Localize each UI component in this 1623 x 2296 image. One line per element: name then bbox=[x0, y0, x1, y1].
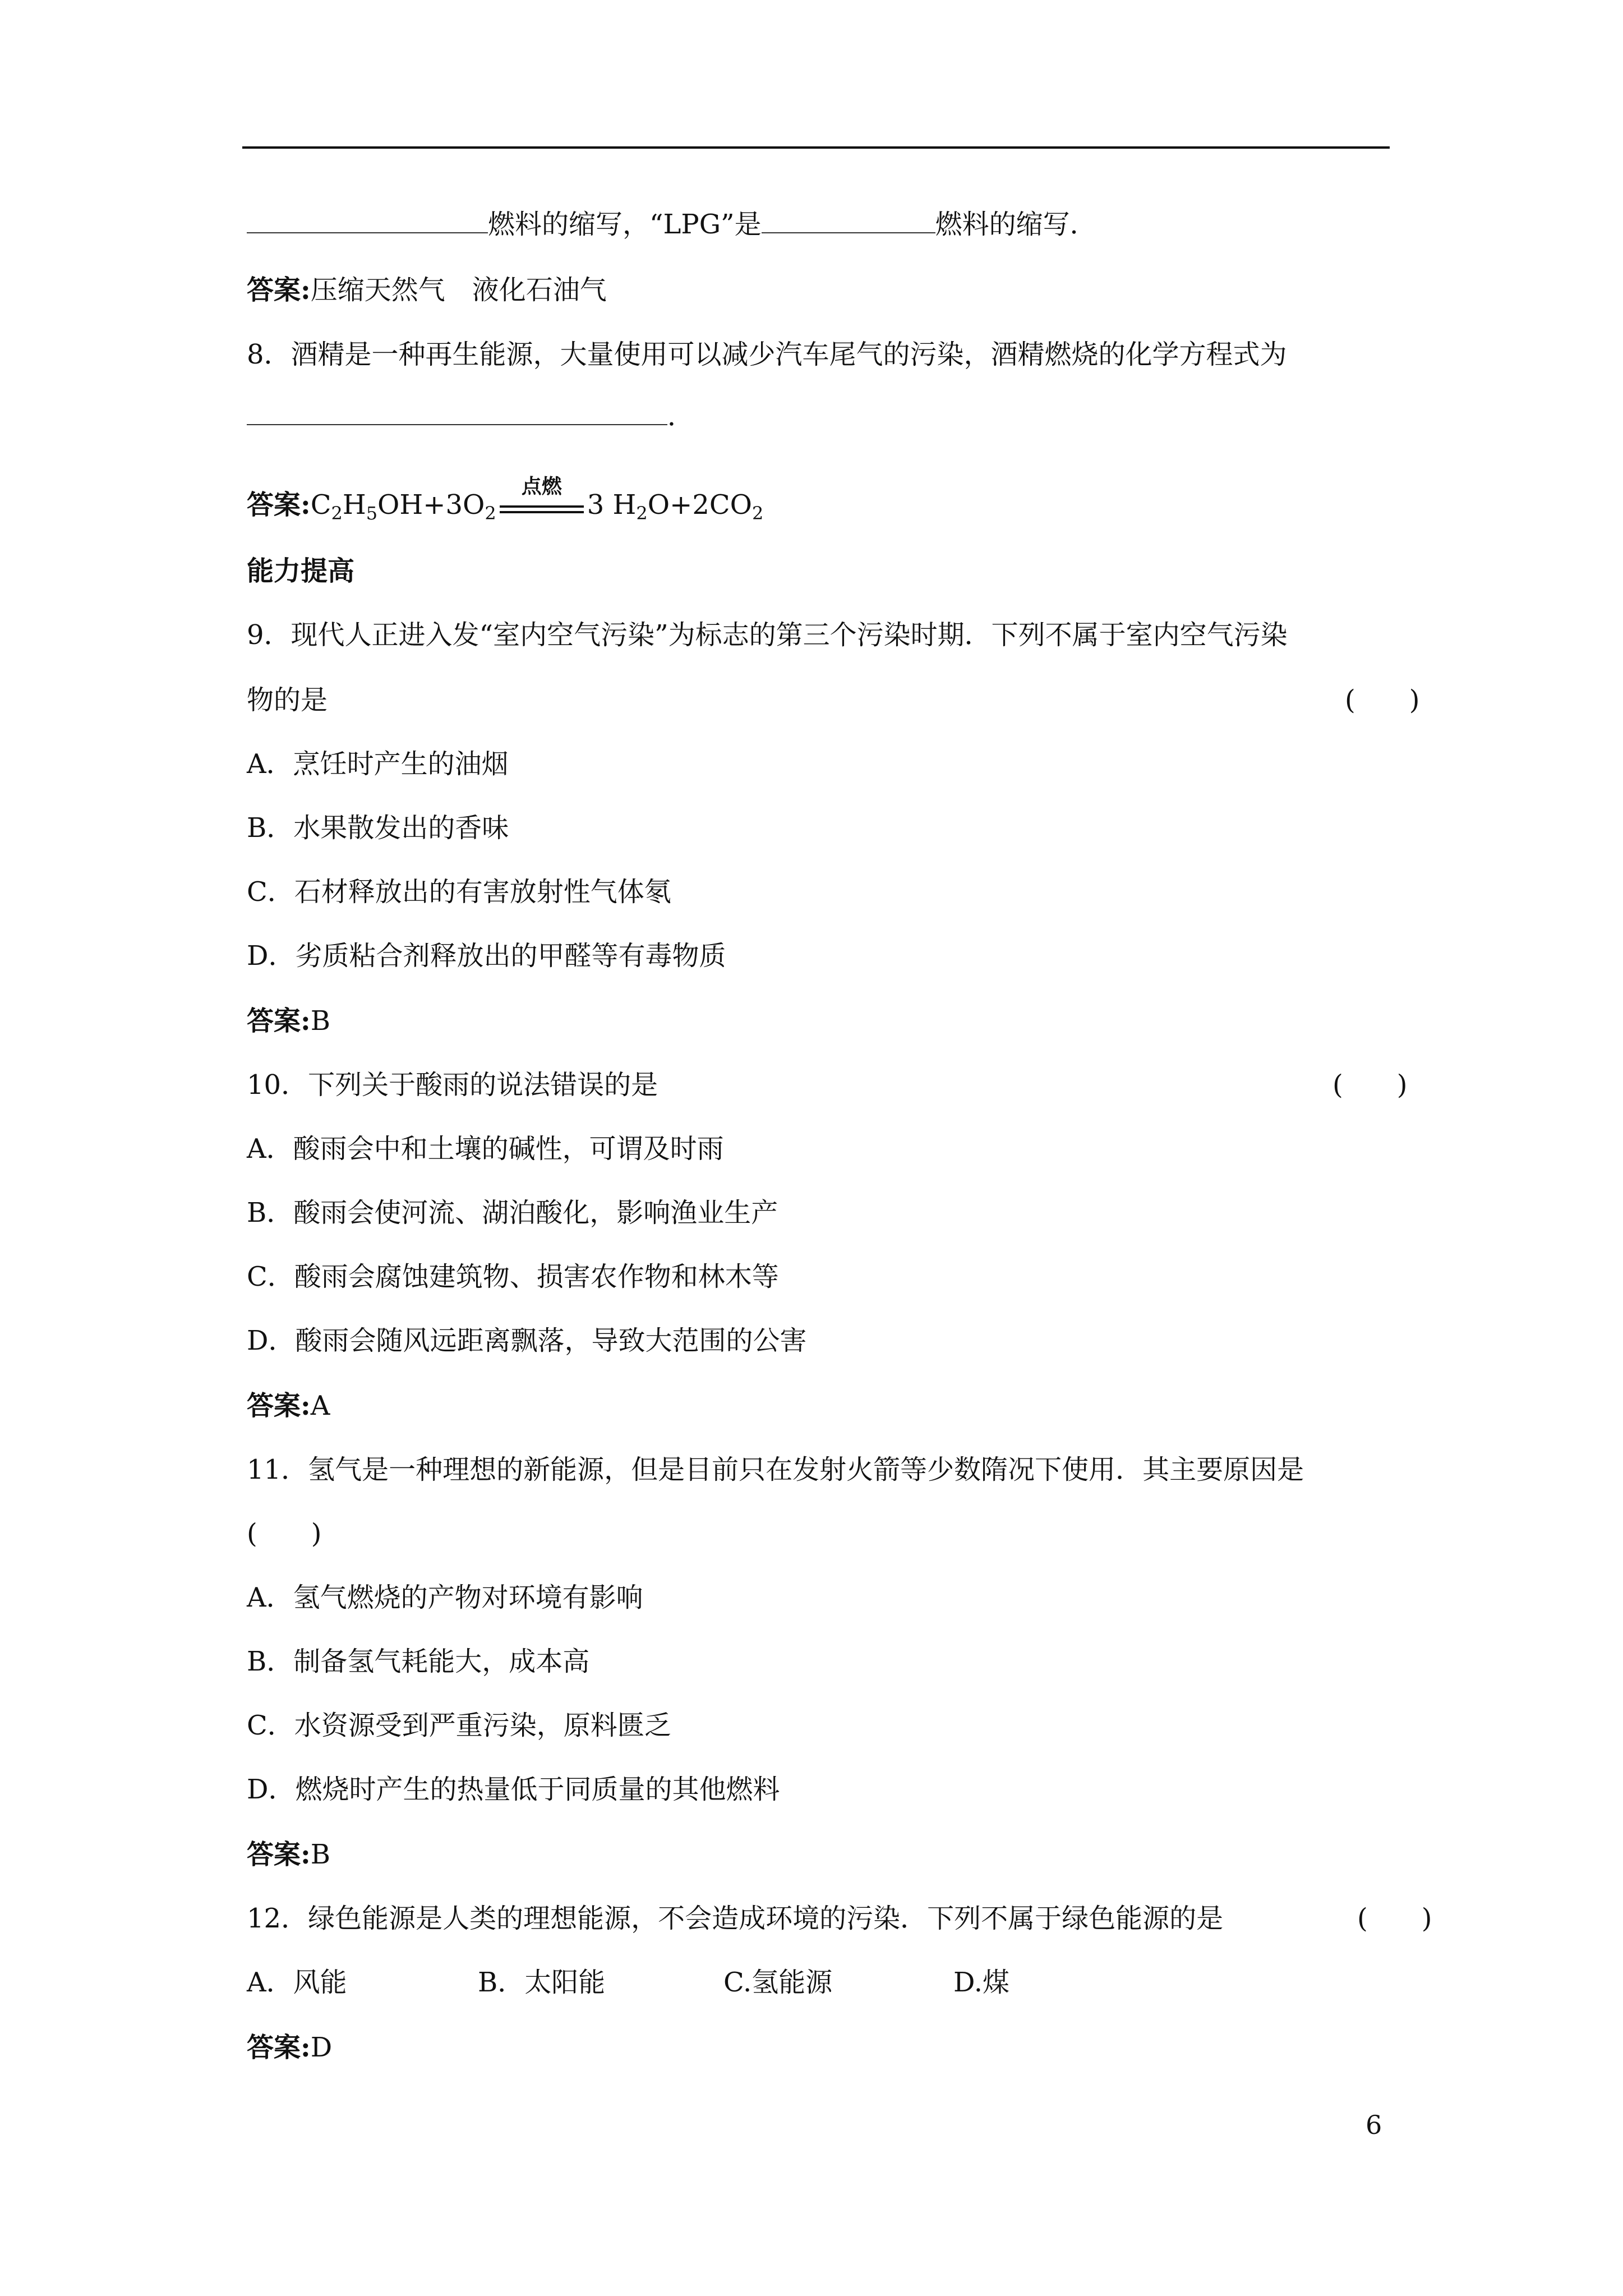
fill-blank[interactable] bbox=[247, 208, 488, 233]
answer-parentheses[interactable]: ( ) bbox=[1345, 684, 1420, 716]
q7-answer: 答案:压缩天然气 液化石油气 bbox=[247, 274, 607, 306]
q12-option-d: D.煤 bbox=[953, 1967, 1010, 1998]
q9-option-c: C．石材释放出的有害放射性气体氡 bbox=[247, 876, 671, 908]
answer-parentheses[interactable]: ( ) bbox=[247, 1518, 322, 1549]
q10-option-c: C．酸雨会腐蚀建筑物、损害农作物和林木等 bbox=[247, 1261, 779, 1292]
q11-stem: 11．氢气是一种理想的新能源，但是目前只在发射火箭等少数隋况下使用．其主要原因是 bbox=[247, 1454, 1304, 1485]
q9-stem: 9．现代人正进入发“室内空气污染”为标志的第三个污染时期．下列不属于室内空气污染 bbox=[247, 619, 1288, 651]
reaction-condition: 点燃 bbox=[521, 474, 562, 498]
q8-answer: 答案$:C_2H_5OH+3O_2$ 点燃 3 $H_2O+2CO_2$ bbox=[247, 474, 764, 524]
q12-answer: 答案:D bbox=[247, 2032, 333, 2063]
q9-option-d: D．劣质粘合剂释放出的甲醛等有毒物质 bbox=[247, 940, 726, 972]
q7-continuation: 燃料的缩写，“LPG”是 燃料的缩写． bbox=[247, 208, 1097, 241]
q10-option-a: A．酸雨会中和土壤的碱性，可谓及时雨 bbox=[247, 1133, 724, 1165]
q9-stem-line2: 物的是 bbox=[247, 684, 328, 716]
q11-option-b: B．制备氢气耗能大，成本高 bbox=[247, 1646, 590, 1677]
q11-answer: 答案:B bbox=[247, 1839, 331, 1870]
q12-stem: 12．绿色能源是人类的理想能源，不会造成环境的污染．下列不属于绿色能源的是 bbox=[247, 1903, 1224, 1934]
q8-blank-line: ． bbox=[247, 399, 694, 433]
chemical-equation: $C_2H_5OH+3O_2$ 点燃 3 $H_2O+2CO_2$ bbox=[310, 474, 764, 524]
section-title: 能力提高 bbox=[247, 555, 355, 587]
q9-answer: 答案:B bbox=[247, 1005, 331, 1037]
q11-option-a: A．氢气燃烧的产物对环境有影响 bbox=[247, 1582, 643, 1613]
q9-option-a: A．烹饪时产生的油烟 bbox=[247, 748, 509, 780]
q11-option-c: C．水资源受到严重污染，原料匮乏 bbox=[247, 1710, 671, 1741]
q10-option-d: D．酸雨会随风远距离飘落，导致大范围的公害 bbox=[247, 1325, 807, 1356]
answer-parentheses[interactable]: ( ) bbox=[1357, 1903, 1432, 1934]
reaction-arrow-icon bbox=[500, 474, 584, 521]
q12-option-a: A．风能 bbox=[247, 1967, 347, 1998]
q9-option-b: B．水果散发出的香味 bbox=[247, 812, 509, 844]
header-rule bbox=[242, 146, 1390, 149]
q10-option-b: B．酸雨会使河流、湖泊酸化，影响渔业生产 bbox=[247, 1197, 778, 1228]
q11-option-d: D．燃烧时产生的热量低于同质量的其他燃料 bbox=[247, 1774, 780, 1805]
q12-option-b: B．太阳能 bbox=[478, 1967, 606, 1998]
fill-blank[interactable] bbox=[247, 399, 667, 425]
q8-text: 8．酒精是一种再生能源，大量使用可以减少汽车尾气的污染，酒精燃烧的化学方程式为 bbox=[247, 339, 1287, 370]
answer-parentheses[interactable]: ( ) bbox=[1332, 1069, 1408, 1101]
q10-stem: 10．下列关于酸雨的说法错误的是 bbox=[247, 1069, 658, 1101]
page-number: 6 bbox=[1366, 2110, 1382, 2140]
q12-option-c: C.氢能源 bbox=[723, 1967, 833, 1998]
fill-blank[interactable] bbox=[762, 208, 935, 233]
q12-options bbox=[247, 1966, 1009, 1999]
q10-answer: 答案:A bbox=[247, 1390, 330, 1421]
